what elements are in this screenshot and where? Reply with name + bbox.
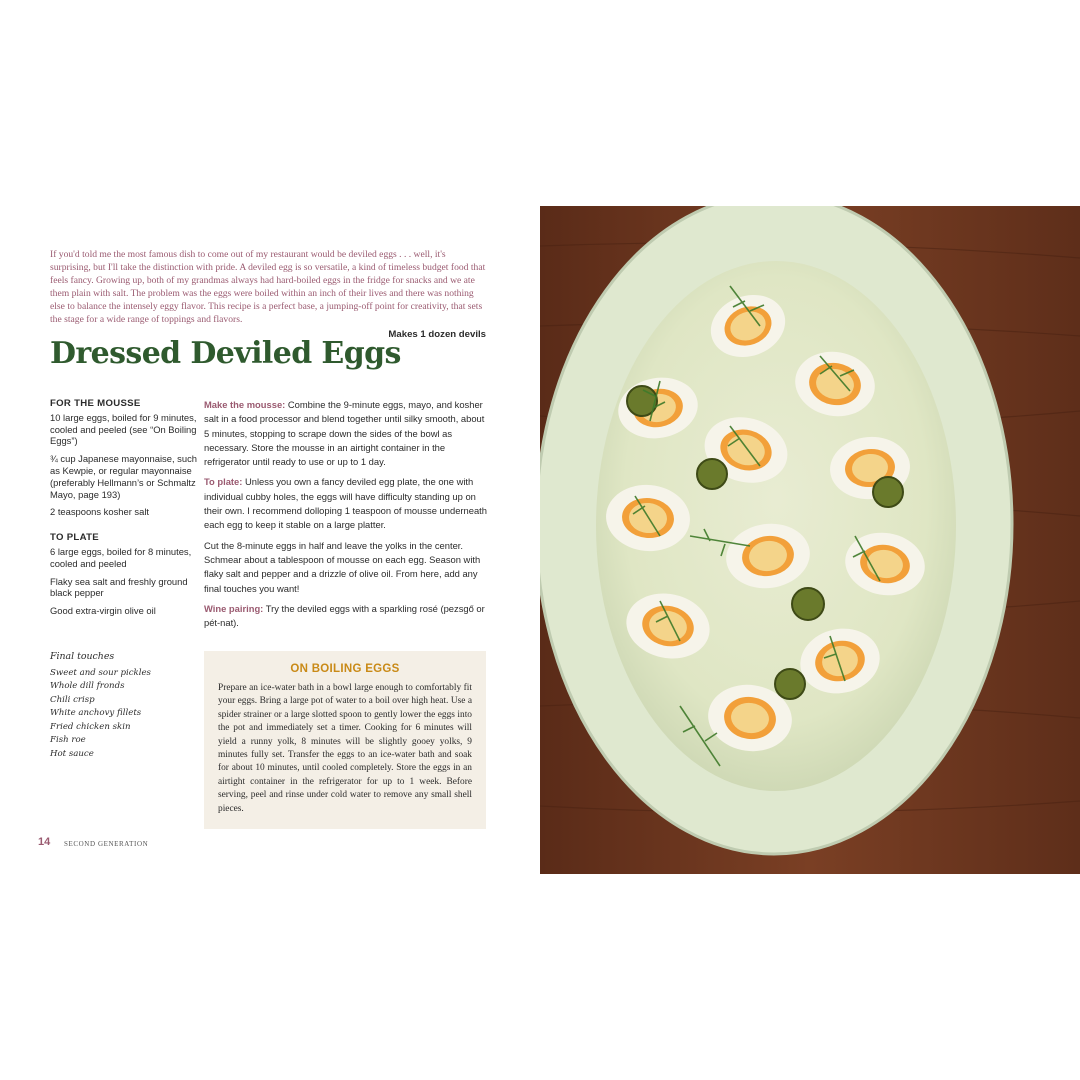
touch-item: Chili crisp [50, 694, 95, 705]
touch-item: White anchovy fillets [50, 708, 142, 718]
recipe-title: Dressed Deviled Eggs [50, 336, 401, 371]
method-step [204, 475, 488, 532]
sidebar-text: Prepare an ice-water bath in a bowl large enough to comfortably fit your eggs. Bring a large pot of water to a boil over high heat. Use a spider strainer or a large slotted spoon to gently lower the eggs into the pot and immediately set a timer. Cooking for 6 minutes will yield a runny yolk, 8 minutes will be slightly gooey yolks, 9 minutes fully set. Transfer the eggs to an ice-water bath and soak for about 10 minutes, until cooled completely. Store the eggs in an airtight container in the refrigerator for up to 1 week. Before serving, peel and rinse under cold water to remove any small shell pieces. [218, 683, 472, 814]
step-lead: To plate: [204, 476, 243, 488]
deviled-eggs-photo [540, 206, 1080, 874]
ingredient-item: ¾ cup Japanese mayonnaise, such as Kewpie, or regular mayonnaise (preferably Hellmann’s or Schmaltz Mayo, page 193) [50, 453, 197, 500]
touch-item: Sweet and sour pickles [50, 667, 151, 678]
plate-heading: TO PLATE [50, 532, 99, 544]
sidebar-heading: ON BOILING EGGS [290, 663, 400, 675]
ingredient-item: Good extra-virgin olive oil [50, 605, 156, 617]
step-text: Unless you own a fancy deviled egg plate, the one with individual cubby holes, the eggs will have difficulty standing up on their own. I recommend dolloping 1 teaspoon of mousse underneath each egg to keep it stable on a large platter. [204, 476, 487, 531]
step-text: Combine the 9-minute eggs, mayo, and kosher salt in a food processor and blend together until silky smooth, about 5 minutes, stopping to scrape down the sides of the bowl as necessary. Store the mousse in an airtight container in the refrigerator until ready to use or up to 1 day. [204, 399, 485, 468]
ingredients-list [50, 398, 200, 623]
section-name: SECOND GENERATION [64, 840, 149, 848]
touch-item: Fried chicken skin [50, 721, 131, 732]
final-touches-heading: Final touches [50, 651, 115, 662]
touch-item: Hot sauce [50, 748, 94, 759]
method-step [204, 539, 488, 596]
ingredient-item: 2 teaspoons kosher salt [50, 506, 150, 518]
step-lead: Make the mousse: [204, 399, 286, 410]
mousse-heading: FOR THE MOUSSE [50, 398, 141, 409]
boiling-eggs-sidebar [204, 651, 486, 829]
method-steps [204, 398, 488, 636]
intro-paragraph: If you'd told me the most famous dish to come out of my restaurant would be deviled eggs . . . well, it's surprising, but I'll take the distinction with pride. A deviled egg is so versatile, a kind of timeless budget food that feels fancy. Growing up, both of my grandmas always had hard-boiled eggs in the fridge for snacks and we ate them plain with salt. The problem was the eggs were boiled within an inch of their lives and there was nothing else to balance the intensely eggy flavor. This recipe is a perfect base, a jumping-off point for creativity, that sets the stage for a wide range of toppings and flavors. [50, 249, 486, 326]
ingredient-item: Flaky sea salt and freshly ground black pepper [50, 575, 188, 599]
ingredient-item: 10 large eggs, boiled for 9 minutes, cooled and peeled (see “On Boiling Eggs”) [50, 411, 197, 447]
ingredient-item: 6 large eggs, boiled for 8 minutes, cooled and peeled [50, 545, 192, 569]
step-text: Cut the 8-minute eggs in half and leave the yolks in the center. Schmear about a tablespoon of mousse on each egg. Season with flaky salt and pepper and a drizzle of olive oil. From here, add any final touches you want! [204, 539, 481, 594]
final-touches [50, 650, 200, 761]
step-lead: Wine pairing: [204, 602, 264, 614]
touch-item: Whole dill fronds [50, 681, 125, 691]
method-step [204, 602, 488, 631]
recipe-yield: Makes 1 dozen devils [388, 329, 486, 340]
touch-item: Fish roe [50, 735, 86, 745]
method-step [204, 398, 488, 469]
page-number: 14 [38, 836, 51, 848]
step-text: Try the deviled eggs with a sparkling rosé (pezsgő or pét-nat). [204, 602, 485, 629]
